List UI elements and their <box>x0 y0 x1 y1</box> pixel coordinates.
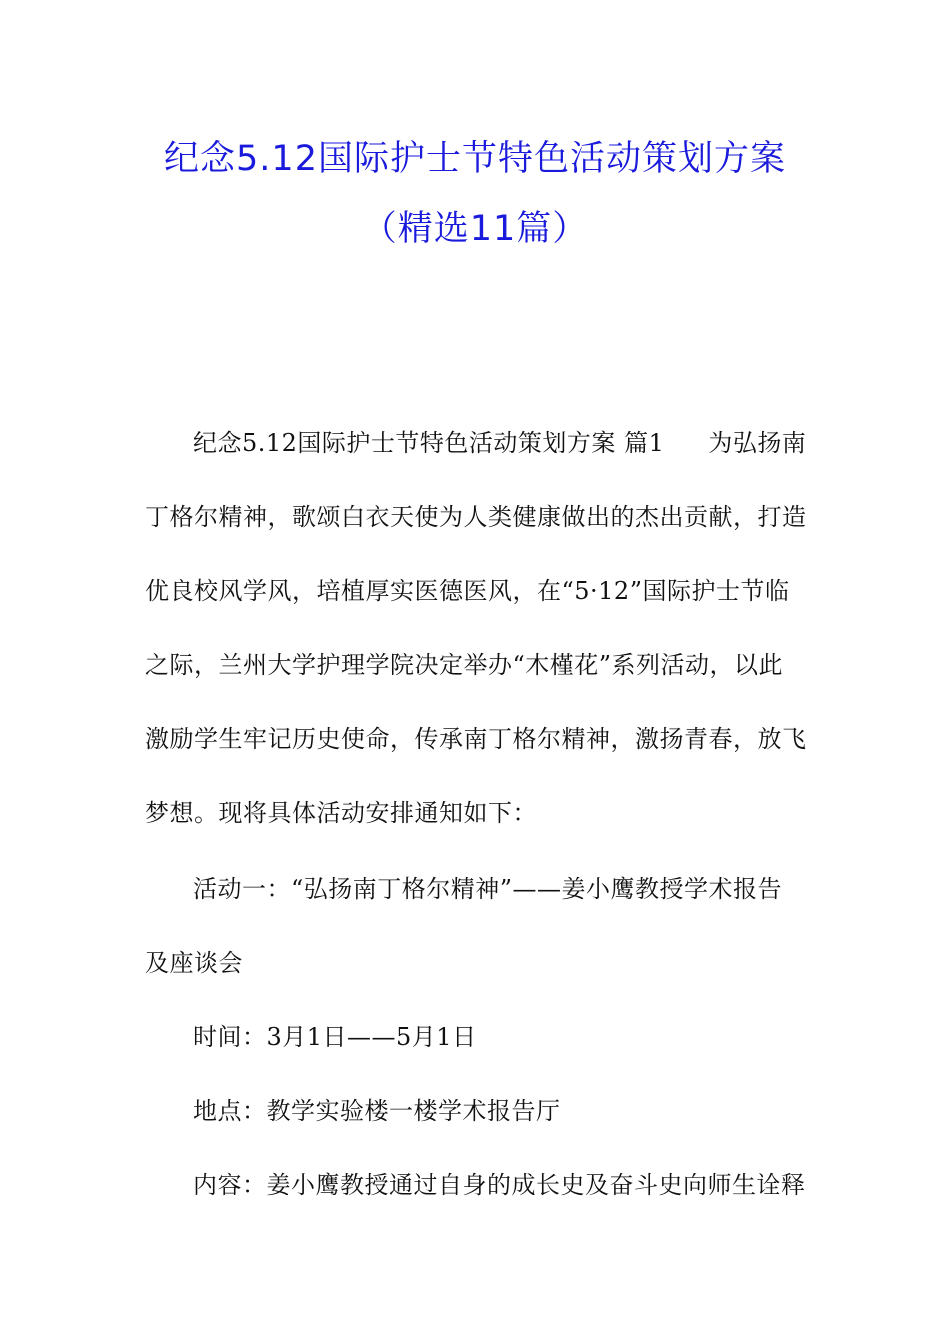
paragraph-line: 及座谈会 <box>145 949 243 977</box>
activity-heading: 活动一：“弘扬南丁格尔精神”——姜小鹰教授学术报告 <box>193 875 783 903</box>
paragraph-line: 优良校风学风，培植厚实医德医风，在“5·12”国际护士节临 <box>145 577 790 605</box>
paragraph-line: 之际，兰州大学护理学院决定举办“木槿花”系列活动，以此 <box>145 651 784 679</box>
document-subtitle: （精选11篇） <box>361 209 589 249</box>
paragraph-text: 为弘扬南 <box>708 429 807 457</box>
section-heading: 纪念5.12国际护士节特色活动策划方案 篇1 <box>193 429 665 457</box>
paragraph-line <box>193 423 806 458</box>
activity-content: 内容：姜小鹰教授通过自身的成长史及奋斗史向师生诠释 <box>193 1171 806 1199</box>
activity-time: 时间：3月1日——5月1日 <box>193 1023 477 1051</box>
activity-place: 地点：教学实验楼一楼学术报告厅 <box>193 1097 561 1125</box>
paragraph-line: 梦想。现将具体活动安排通知如下： <box>145 799 537 827</box>
paragraph-line: 丁格尔精神，歌颂白衣天使为人类健康做出的杰出贡献，打造 <box>145 503 807 531</box>
document-title: 纪念5.12国际护士节特色活动策划方案 <box>164 139 786 179</box>
paragraph-line: 激励学生牢记历史使命，传承南丁格尔精神，激扬青春，放飞 <box>145 725 807 753</box>
